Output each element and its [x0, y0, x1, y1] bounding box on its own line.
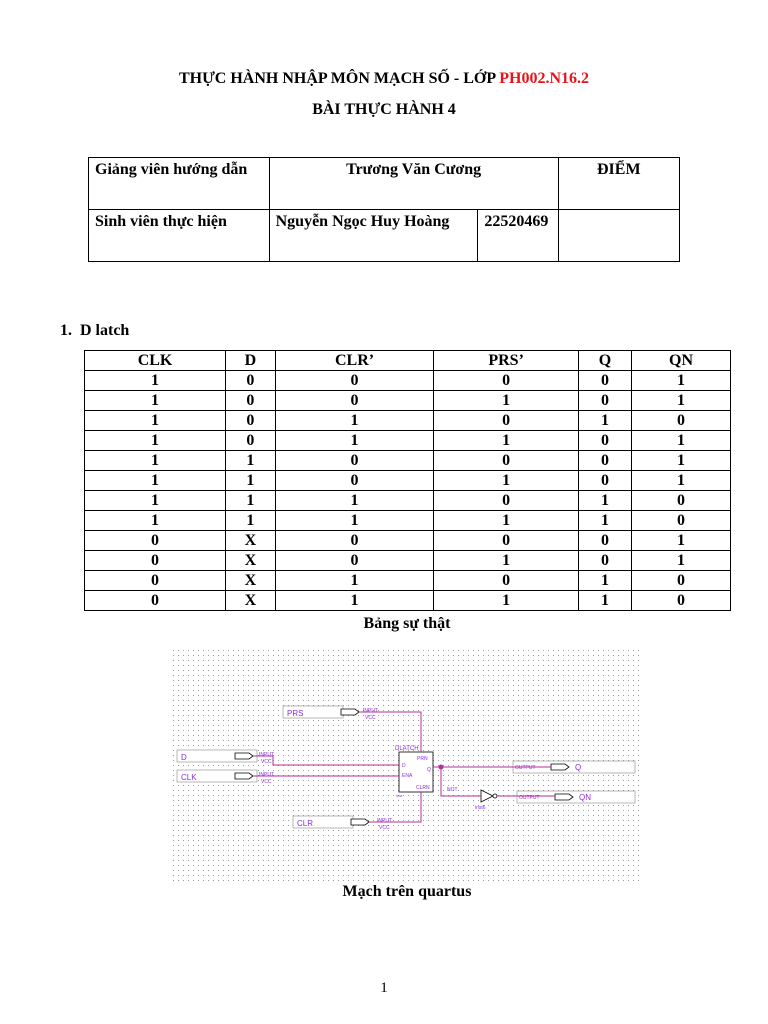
truth-table-cell: 1	[632, 471, 731, 491]
truth-table-cell: 1	[226, 471, 276, 491]
output-pin-qn	[517, 791, 635, 803]
svg-text:D: D	[402, 763, 406, 769]
class-code: PH002.N16.2	[499, 70, 590, 87]
input-label-d: D	[181, 753, 187, 762]
svg-text:PRN: PRN	[417, 756, 428, 762]
truth-table-cell: 1	[578, 511, 631, 531]
input-label-clr: CLR	[297, 819, 314, 828]
truth-table-cell: 0	[632, 491, 731, 511]
truth-table-cell: 1	[275, 491, 434, 511]
truth-table-cell: 1	[434, 511, 579, 531]
svg-text:INPUT: INPUT	[363, 708, 378, 714]
truth-table-row	[85, 491, 731, 511]
truth-table-cell: 1	[275, 571, 434, 591]
truth-table-cell: 0	[578, 451, 631, 471]
title-prefix: THỰC HÀNH NHẬP MÔN MẠCH SỐ - LỚP	[178, 70, 500, 87]
truth-table-cell: 1	[226, 491, 276, 511]
truth-table-cell: 0	[434, 371, 579, 391]
svg-text:INPUT: INPUT	[259, 752, 274, 758]
truth-table-cell: X	[226, 591, 276, 611]
truth-table-cell: 1	[275, 431, 434, 451]
info-table	[88, 157, 680, 262]
truth-table-cell: 0	[578, 551, 631, 571]
truth-table-cell: 0	[85, 591, 226, 611]
student-id: 22520469	[478, 210, 558, 262]
truth-table-row	[85, 571, 731, 591]
truth-table-header-cell: Q	[578, 351, 631, 371]
truth-table-cell: 1	[226, 511, 276, 531]
truth-table-cell: 0	[632, 571, 731, 591]
input-label-prs: PRS	[287, 709, 304, 718]
truth-table-cell: 1	[85, 511, 226, 531]
svg-text:VCC: VCC	[261, 759, 272, 765]
truth-table-cell: X	[226, 571, 276, 591]
truth-table-cell: 1	[578, 491, 631, 511]
truth-table	[84, 350, 731, 611]
svg-text:OUTPUT: OUTPUT	[515, 765, 536, 771]
truth-table-cell: X	[226, 531, 276, 551]
truth-table-row	[85, 391, 731, 411]
truth-table-cell: 0	[578, 391, 631, 411]
schematic-caption: Mạch trên quartus	[342, 883, 472, 900]
truth-table-cell: 1	[434, 471, 579, 491]
truth-table-cell: 1	[85, 411, 226, 431]
svg-text:inst: inst	[396, 793, 403, 798]
truth-table-cell: 0	[578, 531, 631, 551]
truth-table-header-cell: CLR’	[275, 351, 434, 371]
truth-table-cell: 0	[434, 451, 579, 471]
truth-table-cell: 1	[85, 391, 226, 411]
truth-table-row	[85, 471, 731, 491]
truth-table-row	[85, 431, 731, 451]
truth-table-cell: 0	[434, 571, 579, 591]
truth-table-header-cell: CLK	[85, 351, 226, 371]
document-subtitle: BÀI THỰC HÀNH 4	[312, 101, 456, 118]
truth-table-cell: 0	[632, 591, 731, 611]
truth-table-cell: 0	[275, 531, 434, 551]
truth-table-cell: 1	[275, 511, 434, 531]
truth-table-cell: 0	[85, 571, 226, 591]
truth-table-cell: 1	[434, 591, 579, 611]
truth-table-cell: 0	[578, 371, 631, 391]
truth-table-cell: 0	[226, 391, 276, 411]
truth-table-cell: 0	[275, 471, 434, 491]
truth-table-row	[85, 371, 731, 391]
dlatch-block	[395, 746, 433, 798]
truth-table-cell: 1	[85, 431, 226, 451]
truth-table-header-cell: QN	[632, 351, 731, 371]
truth-table-header-cell: D	[226, 351, 276, 371]
truth-table-cell: X	[226, 551, 276, 571]
truth-table-cell: 0	[632, 411, 731, 431]
truth-table-cell: 1	[85, 471, 226, 491]
svg-text:INPUT: INPUT	[259, 772, 274, 778]
truth-table-cell: 1	[632, 431, 731, 451]
truth-table-cell: 1	[632, 451, 731, 471]
truth-table-cell: 0	[578, 471, 631, 491]
truth-table-cell: 1	[226, 451, 276, 471]
truth-table-cell: 0	[275, 551, 434, 571]
truth-table-cell: 1	[632, 391, 731, 411]
truth-table-cell: 1	[578, 591, 631, 611]
truth-table-row	[85, 591, 731, 611]
section-number: 1.	[60, 322, 72, 339]
svg-text:VCC: VCC	[365, 715, 376, 721]
truth-table-row	[85, 451, 731, 471]
truth-table-cell: 0	[226, 411, 276, 431]
truth-table-cell: 1	[275, 411, 434, 431]
page-number: 1	[380, 980, 388, 996]
truth-table-cell: 0	[578, 431, 631, 451]
truth-table-row	[85, 531, 731, 551]
svg-text:NOT: NOT	[447, 787, 458, 793]
truth-table-cell: 0	[226, 371, 276, 391]
truth-table-cell: 1	[632, 371, 731, 391]
input-label-clk: CLK	[181, 773, 197, 782]
svg-text:DLATCH: DLATCH	[395, 746, 419, 752]
svg-text:inst6: inst6	[475, 805, 486, 811]
svg-text:INPUT: INPUT	[377, 818, 392, 824]
svg-text:VCC: VCC	[261, 779, 272, 785]
output-label-qn: QN	[579, 793, 591, 802]
truth-table-cell: 1	[85, 371, 226, 391]
svg-text:VCC: VCC	[379, 825, 390, 831]
truth-table-caption: Bảng sự thật	[363, 615, 451, 632]
truth-table-cell: 0	[226, 431, 276, 451]
section-heading	[60, 322, 129, 340]
truth-table-cell: 1	[85, 451, 226, 471]
lecturer-name: Trương Văn Cương	[269, 158, 558, 210]
truth-table-cell: 0	[632, 511, 731, 531]
truth-table-row	[85, 411, 731, 431]
truth-table-cell: 0	[434, 411, 579, 431]
score-value	[558, 210, 679, 262]
truth-table-cell: 0	[434, 491, 579, 511]
student-name: Nguyễn Ngọc Huy Hoàng	[269, 210, 478, 262]
document-title	[0, 70, 768, 88]
truth-table-cell: 1	[578, 571, 631, 591]
svg-text:CLRN: CLRN	[416, 785, 430, 791]
truth-table-cell: 0	[275, 391, 434, 411]
output-label-q: Q	[575, 763, 582, 772]
svg-text:ENA: ENA	[402, 773, 413, 779]
wire-junction	[439, 765, 444, 770]
truth-table-row	[85, 551, 731, 571]
svg-text:Q: Q	[427, 767, 431, 773]
truth-table-cell: 1	[434, 551, 579, 571]
truth-table-cell: 1	[85, 491, 226, 511]
truth-table-cell: 1	[578, 411, 631, 431]
truth-table-cell: 0	[434, 531, 579, 551]
truth-table-cell: 1	[434, 391, 579, 411]
truth-table-header-cell: PRS’	[434, 351, 579, 371]
truth-table-cell: 0	[85, 531, 226, 551]
student-label: Sinh viên thực hiện	[89, 210, 270, 262]
truth-table-cell: 0	[275, 451, 434, 471]
truth-table-cell: 0	[85, 551, 226, 571]
truth-table-cell: 0	[275, 371, 434, 391]
truth-table-header	[85, 351, 731, 371]
truth-table-cell: 1	[275, 591, 434, 611]
truth-table-cell: 1	[632, 531, 731, 551]
svg-text:OUTPUT: OUTPUT	[519, 795, 540, 801]
truth-table-row	[85, 511, 731, 531]
lecturer-label: Giảng viên hướng dẫn	[89, 158, 270, 210]
quartus-schematic	[173, 650, 639, 884]
truth-table-cell: 1	[632, 551, 731, 571]
section-title: D latch	[80, 322, 130, 339]
truth-table-cell: 1	[434, 431, 579, 451]
score-label: ĐIỂM	[558, 158, 679, 210]
